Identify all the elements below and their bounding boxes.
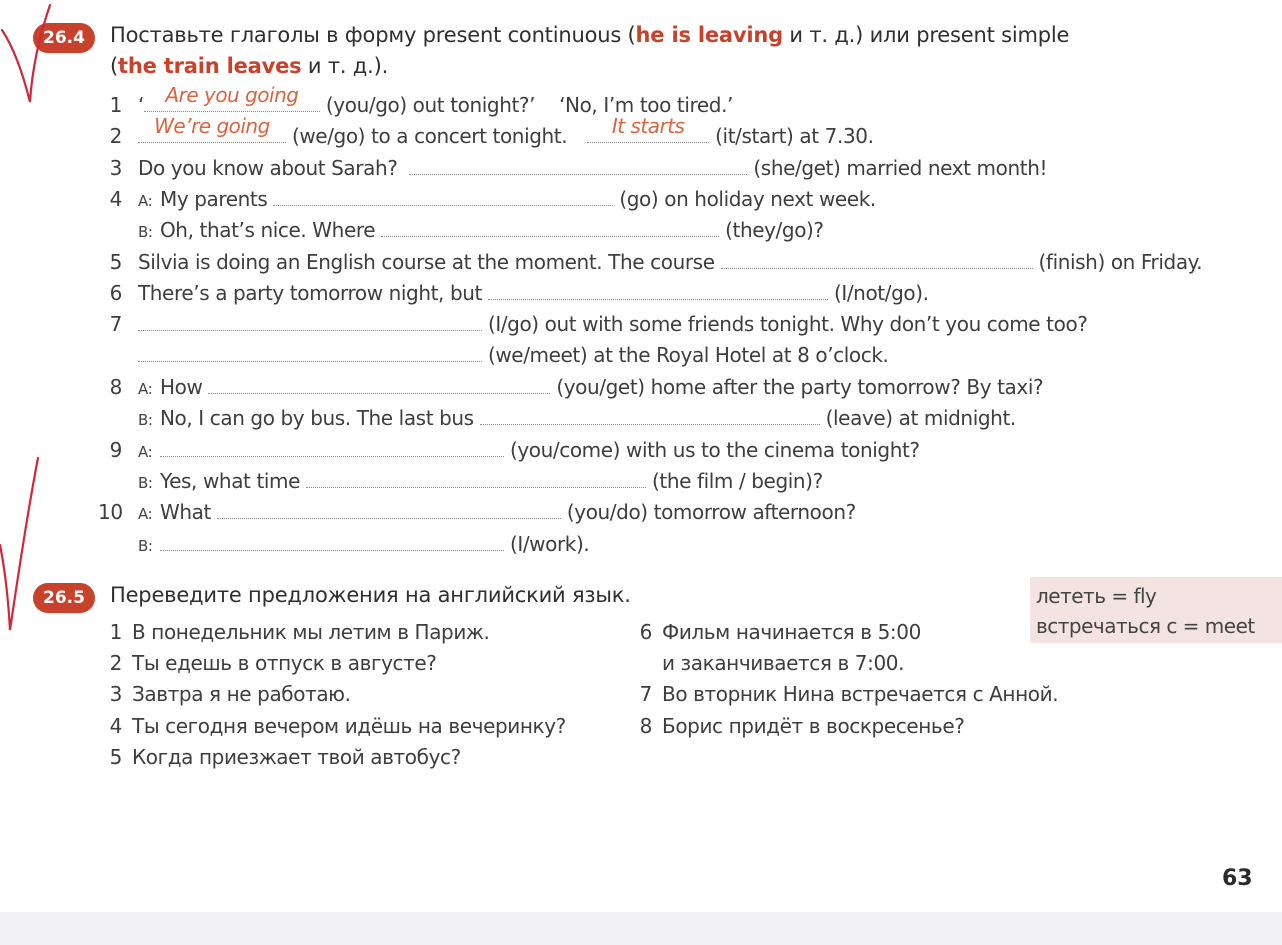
item-text: (you/come) with us to the cinema tonight? [509,438,920,462]
item-text: (you/do) tomorrow afternoon? [566,500,856,524]
vocab-item: встречаться с = meet [1036,614,1255,638]
item-text: My parents [159,187,268,211]
exercise-item-8b [108,404,1016,432]
item-text: Yes, what time [159,469,301,493]
item-text: No, I can go by bus. The last bus [159,406,474,430]
exercise-item-8a [108,373,1043,401]
translation-item-2 [108,651,437,675]
item-text: (I/go) out with some friends tonight. Why don’t you come too? [487,312,1088,336]
item-text: (she/get) married next month! [753,156,1048,180]
answer-blank[interactable] [144,83,320,112]
item-number: 8 [639,714,652,738]
exercise-item-5 [108,248,1202,276]
item-number: 1 [109,93,122,117]
answer-blank[interactable] [381,219,719,237]
speaker-label: B: [137,411,153,429]
item-text: (go) on holiday next week. [619,187,876,211]
item-text: (I/not/go). [833,281,929,305]
title-text: ( [110,54,118,78]
item-number: 4 [109,187,122,211]
check-mark-icon [0,458,38,630]
title-example-1: he is leaving [635,23,783,47]
translation-item-6-cont [638,651,904,675]
item-text: What [159,500,211,524]
handwritten-answer: We’re going [154,114,270,138]
item-text: (they/go)? [725,218,824,242]
handwritten-answer: It starts [611,114,685,138]
exercise-item-4b [108,216,824,244]
vocabulary-box [1030,577,1282,643]
item-text: Ты едешь в отпуск в августе? [132,651,437,675]
item-text: Oh, that’s nice. Where [159,218,376,242]
item-text: (you/get) home after the party tomorrow? By taxi? [556,375,1044,399]
exercise-title-26-5: Переведите предложения на английский язык. [110,583,631,607]
item-number: 7 [639,682,652,706]
item-text: (it/start) at 7.30. [715,124,874,148]
title-text: Поставьте глаголы в форму present continuous ( [110,23,636,47]
item-number: 4 [109,714,122,738]
item-number: 9 [109,438,122,462]
answer-blank[interactable] [138,313,482,331]
answer-blank[interactable] [217,501,561,519]
item-text: (finish) on Friday. [1038,250,1203,274]
item-text: и заканчивается в 7:00. [662,651,905,675]
item-text: Борис придёт в воскресенье? [662,714,965,738]
exercise-item-4a [108,185,876,213]
exercise-title-26-4-line2 [110,54,388,78]
item-number: 10 [98,500,123,524]
item-text: (the film / begin)? [651,469,823,493]
exercise-badge-26-4: 26.4 [33,23,95,53]
title-text: и т. д.) или present simple [782,23,1070,47]
page-number: 63 [1222,866,1253,891]
item-text: Ты сегодня вечером идёшь на вечеринку? [132,714,566,738]
item-number: 3 [109,682,122,706]
exercise-badge-26-5: 26.5 [33,583,95,613]
answer-blank[interactable] [138,114,286,143]
translation-item-7 [638,682,1058,706]
translation-item-6 [638,620,921,644]
exercise-item-10a [98,498,856,526]
answer-blank[interactable] [488,282,828,300]
translation-item-4 [108,714,566,738]
item-text: Фильм начинается в 5:00 [662,620,921,644]
handwritten-answer: Are you going [165,83,299,107]
exercise-item-2 [108,114,874,150]
item-text: (we/go) to a concert tonight. [291,124,568,148]
speaker-label: A: [137,380,153,398]
exercise-item-6 [108,279,929,307]
item-text: There’s a party tomorrow night, but [137,281,482,305]
speaker-label: B: [137,223,153,241]
speaker-label: B: [137,474,153,492]
exercise-item-9b [108,467,823,495]
item-text: (you/go) out tonight?’ [325,93,536,117]
check-mark-icon [2,5,50,102]
item-number: 5 [109,745,122,769]
exercise-item-9a [108,436,920,464]
translation-item-8 [638,714,964,738]
translation-item-1 [108,620,490,644]
item-text: (we/meet) at the Royal Hotel at 8 o’clock. [487,343,889,367]
item-number: 5 [109,250,122,274]
item-text: Do you know about Sarah? [137,156,398,180]
speaker-label: A: [137,505,153,523]
vocab-item: лететь = fly [1036,584,1157,608]
answer-blank[interactable] [721,251,1033,269]
item-text: (I/work). [509,532,590,556]
quote-mark: ‘ [137,93,144,117]
item-text: Когда приезжает твой автобус? [132,745,461,769]
answer-blank[interactable] [160,439,504,457]
answer-blank[interactable] [273,188,613,206]
answer-blank[interactable] [306,470,646,488]
translation-item-5 [108,745,461,769]
exercise-item-10b [98,530,589,558]
answer-blank[interactable] [138,344,482,362]
item-text: Silvia is doing an English course at the moment. The course [137,250,715,274]
item-text: Во вторник Нина встречается с Анной. [662,682,1059,706]
exercise-item-7a [108,310,1088,338]
item-text: Завтра я не работаю. [132,682,351,706]
answer-blank[interactable] [587,114,709,143]
exercise-item-3 [108,154,1047,182]
item-number: 3 [109,156,122,180]
exercise-item-7b [108,341,889,369]
page-bottom-edge [0,912,1282,945]
translation-item-3 [108,682,351,706]
item-text: ‘No, I’m too tired.’ [559,93,734,117]
title-text: и т. д.). [301,54,389,78]
speaker-label: B: [137,537,153,555]
speaker-label: A: [137,192,153,210]
answer-blank[interactable] [409,157,747,175]
item-number: 7 [109,312,122,336]
item-number: 6 [639,620,652,644]
answer-blank[interactable] [480,407,820,425]
item-text: В понедельник мы летим в Париж. [132,620,490,644]
item-number: 1 [109,620,122,644]
item-number: 6 [109,281,122,305]
title-example-2: the train leaves [118,54,302,78]
answer-blank[interactable] [208,376,550,394]
item-number: 8 [109,375,122,399]
item-number: 2 [109,124,122,148]
speaker-label: A: [137,443,153,461]
item-number: 2 [109,651,122,675]
answer-blank[interactable] [160,533,504,551]
item-text: (leave) at midnight. [825,406,1016,430]
item-text: How [159,375,203,399]
exercise-title-26-4 [110,23,1069,47]
